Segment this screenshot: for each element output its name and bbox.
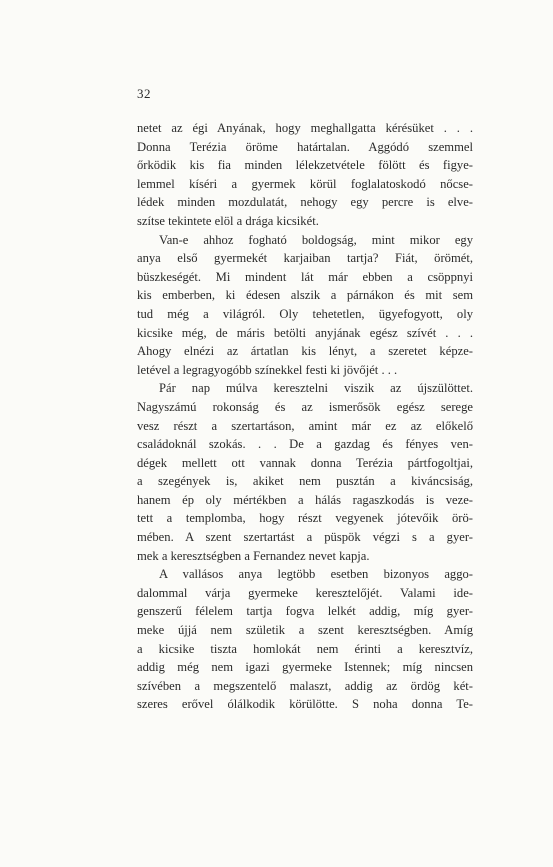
text-line: A vallásos anya legtöbb esetben bizonyos aggo-	[159, 567, 473, 582]
text-line: netet az égi Anyának, hogy meghallgatta kérésüket . . .	[137, 121, 473, 135]
text-line: mében. A szent szertartást a püspök végzi s a gyer-	[137, 530, 473, 545]
text-line: lédek minden mozdulatát, nehogy egy percre is elve-	[137, 195, 473, 210]
text-line: tett a templomba, hogy részt vegyenek jótevőik örö-	[137, 511, 473, 526]
page-number: 32	[137, 86, 151, 101]
text-line: családoknál szokás. . . De a gazdag és fényes ven-	[137, 437, 473, 452]
text-line: szítse tekintete elöl a drága kicsikét.	[137, 213, 319, 228]
body-text	[137, 119, 473, 714]
text-line: mek a keresztségben a Fernandez nevet kapja.	[137, 548, 370, 563]
text-line: vesz részt a szertartáson, amint már ez az előkelő	[137, 418, 473, 433]
text-line: genszerű félelem tartja fogva lelkét addig, míg gyer-	[137, 604, 473, 619]
text-line: letével a legragyogóbb színekkel festi ki jövőjét . . .	[137, 362, 398, 377]
text-line: Pár nap múlva keresztelni viszik az újszülöttet.	[159, 381, 473, 396]
text-line: a szegények is, akiket nem pusztán a kiváncsiság,	[137, 474, 473, 489]
text-line: szeres erővel ólálkodik körülötte. S noha donna Te-	[137, 697, 473, 712]
text-line: a kicsike tiszta homlokát nem érinti a keresztvíz,	[137, 641, 473, 656]
text-line: őrködik kis fia minden lélekzetvétele fölött és figye-	[137, 158, 473, 173]
text-line: tud még a világról. Oly tehetetlen, ügyefogyott, oly	[137, 306, 473, 321]
text-line: dalommal várja gyermeke keresztelőjét. Valami ide-	[137, 585, 473, 600]
text-line: kis emberben, ki édesen alszik a párnákon és mit sem	[137, 288, 473, 303]
text-line: szívében a megszentelő malaszt, addig az ördög két-	[137, 678, 473, 693]
text-line: Donna Terézia öröme határtalan. Aggódó szemmel	[137, 139, 473, 154]
text-line: büszkeségét. Mi mindent lát már ebben a csöppnyi	[137, 269, 473, 284]
text-line: dégek mellett ott vannak donna Terézia pártfogoltjai,	[137, 455, 473, 470]
text-line: Nagyszámú rokonság és az ismerősök egész serege	[137, 399, 473, 414]
text-line: lemmel kíséri a gyermek körül foglalatoskodó nőcse-	[137, 176, 473, 191]
text-line: anya első gyermekét karjaiban tartja? Fiát, örömét,	[137, 251, 473, 266]
text-line: Van-e ahhoz fogható boldogság, mint mikor egy	[159, 232, 473, 247]
text-line: hanem ép oly mértékben a hálás ragaszkodás is veze-	[137, 492, 473, 507]
text-line: kicsike még, de máris betölti anyjának egész szívét . . .	[137, 325, 473, 340]
text-line: addig még nem igazi gyermeke Istennek; míg nincsen	[137, 660, 473, 675]
text-line: Ahogy elnézi az ártatlan kis lényt, a szeretet képze-	[137, 344, 473, 359]
text-line: meke újjá nem születik a szent keresztségben. Amíg	[137, 623, 473, 638]
